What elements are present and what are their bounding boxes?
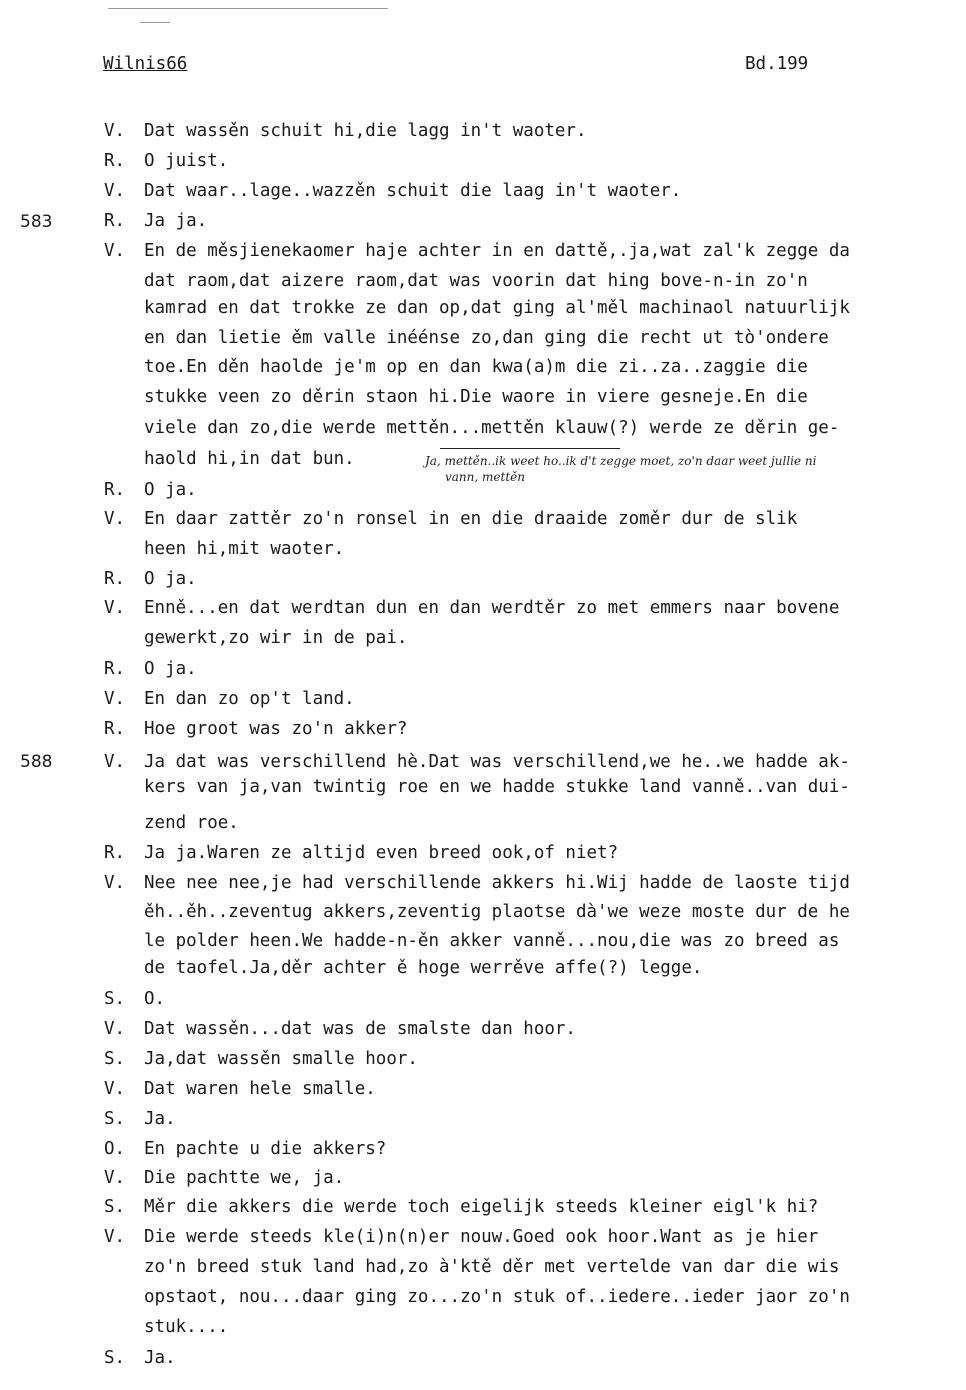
speaker: V. xyxy=(104,873,126,893)
transcript-line xyxy=(104,989,165,1009)
transcript-line xyxy=(104,1197,818,1217)
continuation-line: zo'n breed stuk land had,zo à'ktě děr met vertelde van dar die wis xyxy=(144,1257,840,1277)
speaker: R. xyxy=(104,659,126,679)
transcript-line xyxy=(104,151,228,171)
header-place: Wilnis66 xyxy=(103,54,188,74)
speaker: R. xyxy=(104,569,126,589)
transcript-line xyxy=(104,843,618,863)
handwritten-underline xyxy=(440,448,620,449)
transcript-line xyxy=(104,1139,386,1159)
continuation-line: kers van ja,van twintig roe en we hadde stukke land vanně..van dui- xyxy=(144,777,850,797)
continuation-line: opstaot, nou...daar ging zo...zo'n stuk of..iedere..ieder jaor zo'n xyxy=(144,1287,850,1307)
utterance: Dat waar..lage..wazzěn schuit die laag in't waoter. xyxy=(144,181,682,201)
speaker: V. xyxy=(104,181,126,201)
speaker: R. xyxy=(104,719,126,739)
utterance: O juist. xyxy=(144,151,229,171)
continuation-line: gewerkt,zo wir in de pai. xyxy=(144,628,408,648)
top-rule-short xyxy=(140,22,170,23)
transcript-line xyxy=(104,1079,376,1099)
transcript-line xyxy=(104,480,197,500)
utterance: Ja ja.Waren ze altijd even breed ook,of niet? xyxy=(144,843,619,863)
transcript-line xyxy=(104,719,407,739)
speaker: V. xyxy=(104,598,126,618)
utterance: O. xyxy=(144,989,166,1009)
speaker: V. xyxy=(104,1227,126,1247)
speaker: V. xyxy=(104,1168,126,1188)
transcript-line xyxy=(104,873,850,893)
continuation-line: en dan lietie ěm valle inéénse zo,dan ging die recht ut tò'ondere xyxy=(144,328,829,348)
utterance: En dan zo op't land. xyxy=(144,689,355,709)
speaker: V. xyxy=(104,241,126,261)
continuation-line: haold hi,in dat bun. xyxy=(144,449,355,469)
utterance: En de měsjienekaomer haje achter in en dattě,.ja,wat zal'k zegge da xyxy=(144,241,850,261)
continuation-line: le polder heen.We hadde-n-ěn akker vanně...nou,die was zo breed as xyxy=(144,931,840,951)
utterance: Dat waren hele smalle. xyxy=(144,1079,376,1099)
speaker: O. xyxy=(104,1139,126,1159)
utterance: Dat wassěn schuit hi,die lagg in't waoter. xyxy=(144,121,587,141)
continuation-line: ěh..ěh..zeventug akkers,zeventig plaotse dà'we weze moste dur de he xyxy=(144,902,850,922)
transcript-line xyxy=(104,121,587,141)
utterance: En pachte u die akkers? xyxy=(144,1139,387,1159)
transcript-line xyxy=(104,1168,344,1188)
utterance: O ja. xyxy=(144,659,197,679)
transcript-line xyxy=(104,1109,176,1129)
continuation-line: viele dan zo,die werde mettěn...mettěn klauw(?) werde ze děrin ge- xyxy=(144,418,840,438)
speaker: V. xyxy=(104,121,126,141)
utterance: Dat wassěn...dat was de smalste dan hoor. xyxy=(144,1019,576,1039)
utterance: O ja. xyxy=(144,480,197,500)
utterance: Ja ja. xyxy=(144,211,208,231)
continuation-line: toe.En děn haolde je'm op en dan kwa(a)m die zi..za..zaggie die xyxy=(144,357,808,377)
speaker: V. xyxy=(104,509,126,529)
transcript-line xyxy=(104,569,197,589)
transcript-line xyxy=(104,689,355,709)
utterance: En daar zattěr zo'n ronsel in en die draaide zoměr dur de slik xyxy=(144,509,798,529)
continuation-line: zend roe. xyxy=(144,813,239,833)
speaker: R. xyxy=(104,151,126,171)
speaker: S. xyxy=(104,1109,126,1129)
utterance: O ja. xyxy=(144,569,197,589)
utterance: Die pachtte we, ja. xyxy=(144,1168,345,1188)
speaker: S. xyxy=(104,989,126,1009)
transcript-line xyxy=(104,1019,576,1039)
speaker: V. xyxy=(104,689,126,709)
continuation-line: de taofel.Ja,děr achter ě hoge werrěve affe(?) legge. xyxy=(144,958,703,978)
utterance: Enně...en dat werdtan dun en dan werdtěr zo met emmers naar bovene xyxy=(144,598,840,618)
continuation-line: stukke veen zo děrin staon hi.Die waore in viere gesneje.En die xyxy=(144,387,808,407)
handwritten-note: vann, mettěn xyxy=(445,470,525,484)
speaker: V. xyxy=(104,1019,126,1039)
utterance: Ja. xyxy=(144,1109,176,1129)
utterance: Ja dat was verschillend hè.Dat was verschillend,we he..we hadde ak- xyxy=(144,752,850,772)
transcript-line xyxy=(104,598,839,618)
speaker: V. xyxy=(104,752,126,772)
header-page-number: Bd.199 xyxy=(745,54,809,74)
continuation-line: dat raom,dat aizere raom,dat was voorin dat hing bove-n-in zo'n xyxy=(144,271,808,291)
margin-number: 583 xyxy=(20,212,53,232)
transcript-line xyxy=(104,211,207,231)
speaker: S. xyxy=(104,1049,126,1069)
speaker: V. xyxy=(104,1079,126,1099)
speaker: R. xyxy=(104,843,126,863)
transcript-line xyxy=(104,509,797,529)
transcript-line xyxy=(104,181,681,201)
transcript-line xyxy=(104,1348,176,1368)
speaker: S. xyxy=(104,1197,126,1217)
transcript-line xyxy=(104,241,850,261)
utterance: Ja,dat wassěn smalle hoor. xyxy=(144,1049,418,1069)
utterance: Hoe groot was zo'n akker? xyxy=(144,719,408,739)
utterance: Nee nee nee,je had verschillende akkers hi.Wij hadde de laoste tijd xyxy=(144,873,850,893)
continuation-line: kamrad en dat trokke ze dan op,dat ging al'měl machinaol natuurlijk xyxy=(144,298,850,318)
top-rule xyxy=(108,8,388,9)
utterance: Ja. xyxy=(144,1348,176,1368)
speaker: R. xyxy=(104,211,126,231)
continuation-line: stuk.... xyxy=(144,1317,229,1337)
transcript-line xyxy=(104,1227,818,1247)
transcript-line xyxy=(104,752,850,772)
transcript-line xyxy=(104,659,197,679)
handwritten-note: Ja, mettěn..ik weet ho..ik d't zegge moet, zo'n daar weet jullie ni xyxy=(425,454,817,468)
margin-number: 588 xyxy=(20,752,53,772)
utterance: Měr die akkers die werde toch eigelijk steeds kleiner eigl'k hi? xyxy=(144,1197,819,1217)
speaker: R. xyxy=(104,480,126,500)
speaker: S. xyxy=(104,1348,126,1368)
continuation-line: heen hi,mit waoter. xyxy=(144,539,345,559)
utterance: Die werde steeds kle(i)n(n)er nouw.Goed ook hoor.Want as je hier xyxy=(144,1227,819,1247)
transcript-line xyxy=(104,1049,418,1069)
